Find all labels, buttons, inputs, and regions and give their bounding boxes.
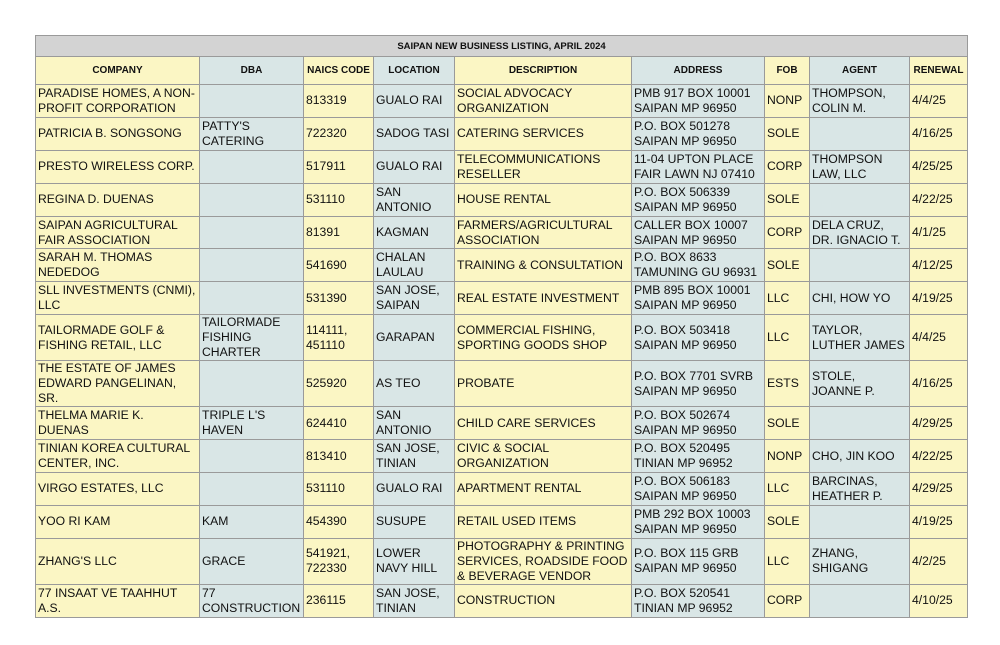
agent-cell	[810, 249, 910, 282]
naics-code-cell: 531110	[304, 183, 374, 216]
renewal-cell: 4/19/25	[910, 505, 968, 538]
title-row	[36, 36, 968, 57]
company-cell: 77 INSAAT VE TAAHHUT A.S.	[36, 584, 200, 617]
location-cell: KAGMAN	[374, 216, 455, 249]
naics-code-cell: 541690	[304, 249, 374, 282]
location-cell: SUSUPE	[374, 505, 455, 538]
naics-code-cell: 114111, 451110	[304, 315, 374, 361]
fob-cell: ESTS	[765, 361, 810, 407]
header-renewal: RENEWAL	[910, 57, 968, 85]
location-cell: GUALO RAI	[374, 473, 455, 506]
description-cell: CHILD CARE SERVICES	[455, 407, 632, 440]
address-cell: P.O. BOX 520495 TINIAN MP 96952	[632, 440, 765, 473]
dba-cell: 77 CONSTRUCTION	[200, 584, 304, 617]
dba-cell	[200, 440, 304, 473]
dba-cell	[200, 183, 304, 216]
location-cell: SAN JOSE, TINIAN	[374, 584, 455, 617]
location-cell: SAN ANTONIO	[374, 407, 455, 440]
business-listing-table	[35, 35, 968, 618]
description-cell: CONSTRUCTION	[455, 584, 632, 617]
naics-code-cell: 525920	[304, 361, 374, 407]
naics-code-cell: 531390	[304, 282, 374, 315]
agent-cell	[810, 584, 910, 617]
dba-cell: PATTY'S CATERING	[200, 117, 304, 150]
fob-cell: CORP	[765, 584, 810, 617]
company-cell: PRESTO WIRELESS CORP.	[36, 150, 200, 183]
fob-cell: CORP	[765, 216, 810, 249]
address-cell: P.O. BOX 503418 SAIPAN MP 96950	[632, 315, 765, 361]
company-cell: TINIAN KOREA CULTURAL CENTER, INC.	[36, 440, 200, 473]
location-cell: CHALAN LAULAU	[374, 249, 455, 282]
fob-cell: LLC	[765, 473, 810, 506]
description-cell: PROBATE	[455, 361, 632, 407]
naics-code-cell: 541921, 722330	[304, 538, 374, 584]
location-cell: AS TEO	[374, 361, 455, 407]
location-cell: LOWER NAVY HILL	[374, 538, 455, 584]
dba-cell	[200, 216, 304, 249]
renewal-cell: 4/29/25	[910, 473, 968, 506]
table-row	[36, 440, 968, 473]
dba-cell: TRIPLE L'S HAVEN	[200, 407, 304, 440]
agent-cell: CHI, HOW YO	[810, 282, 910, 315]
agent-cell: THOMPSON LAW, LLC	[810, 150, 910, 183]
agent-cell	[810, 505, 910, 538]
renewal-cell: 4/12/25	[910, 249, 968, 282]
description-cell: SOCIAL ADVOCACY ORGANIZATION	[455, 85, 632, 118]
naics-code-cell: 531110	[304, 473, 374, 506]
location-cell: SAN JOSE, TINIAN	[374, 440, 455, 473]
company-cell: SARAH M. THOMAS NEDEDOG	[36, 249, 200, 282]
table-row	[36, 249, 968, 282]
agent-cell: THOMPSON, COLIN M.	[810, 85, 910, 118]
dba-cell	[200, 150, 304, 183]
fob-cell: LLC	[765, 315, 810, 361]
address-cell: P.O. BOX 501278 SAIPAN MP 96950	[632, 117, 765, 150]
dba-cell: TAILORMADE FISHING CHARTER	[200, 315, 304, 361]
address-cell: PMB 292 BOX 10003 SAIPAN MP 96950	[632, 505, 765, 538]
table-row	[36, 150, 968, 183]
description-cell: REAL ESTATE INVESTMENT	[455, 282, 632, 315]
company-cell: YOO RI KAM	[36, 505, 200, 538]
address-cell: P.O. BOX 520541 TINIAN MP 96952	[632, 584, 765, 617]
renewal-cell: 4/16/25	[910, 117, 968, 150]
company-cell: THE ESTATE OF JAMES EDWARD PANGELINAN, SR.	[36, 361, 200, 407]
table-row	[36, 584, 968, 617]
agent-cell	[810, 407, 910, 440]
address-cell: P.O. BOX 506183 SAIPAN MP 96950	[632, 473, 765, 506]
table-row	[36, 473, 968, 506]
header-description: DESCRIPTION	[455, 57, 632, 85]
naics-code-cell: 454390	[304, 505, 374, 538]
naics-code-cell: 722320	[304, 117, 374, 150]
table-row	[36, 505, 968, 538]
header-row	[36, 57, 968, 85]
fob-cell: SOLE	[765, 183, 810, 216]
address-cell: P.O. BOX 7701 SVRB SAIPAN MP 96950	[632, 361, 765, 407]
renewal-cell: 4/16/25	[910, 361, 968, 407]
renewal-cell: 4/2/25	[910, 538, 968, 584]
company-cell: ZHANG'S LLC	[36, 538, 200, 584]
agent-cell	[810, 117, 910, 150]
company-cell: TAILORMADE GOLF & FISHING RETAIL, LLC	[36, 315, 200, 361]
table-row	[36, 85, 968, 118]
address-cell: CALLER BOX 10007 SAIPAN MP 96950	[632, 216, 765, 249]
table-row	[36, 216, 968, 249]
naics-code-cell: 624410	[304, 407, 374, 440]
agent-cell: ZHANG, SHIGANG	[810, 538, 910, 584]
renewal-cell: 4/19/25	[910, 282, 968, 315]
company-cell: SLL INVESTMENTS (CNMI), LLC	[36, 282, 200, 315]
naics-code-cell: 517911	[304, 150, 374, 183]
table-row	[36, 282, 968, 315]
renewal-cell: 4/22/25	[910, 440, 968, 473]
fob-cell: SOLE	[765, 117, 810, 150]
naics-code-cell: 813319	[304, 85, 374, 118]
location-cell: SADOG TASI	[374, 117, 455, 150]
address-cell: 11-04 UPTON PLACE FAIR LAWN NJ 07410	[632, 150, 765, 183]
description-cell: PHOTOGRAPHY & PRINTING SERVICES, ROADSIDE FOOD & BEVERAGE VENDOR	[455, 538, 632, 584]
location-cell: GARAPAN	[374, 315, 455, 361]
listing-body	[36, 85, 968, 618]
agent-cell: CHO, JIN KOO	[810, 440, 910, 473]
address-cell: P.O. BOX 8633 TAMUNING GU 96931	[632, 249, 765, 282]
dba-cell	[200, 282, 304, 315]
table-row	[36, 183, 968, 216]
header-company: COMPANY	[36, 57, 200, 85]
header-dba: DBA	[200, 57, 304, 85]
address-cell: PMB 895 BOX 10001 SAIPAN MP 96950	[632, 282, 765, 315]
address-cell: PMB 917 BOX 10001 SAIPAN MP 96950	[632, 85, 765, 118]
header-naics-code: NAICS CODE	[304, 57, 374, 85]
renewal-cell: 4/29/25	[910, 407, 968, 440]
dba-cell: GRACE	[200, 538, 304, 584]
location-cell: GUALO RAI	[374, 85, 455, 118]
naics-code-cell: 813410	[304, 440, 374, 473]
description-cell: TRAINING & CONSULTATION	[455, 249, 632, 282]
table-row	[36, 361, 968, 407]
company-cell: REGINA D. DUENAS	[36, 183, 200, 216]
renewal-cell: 4/10/25	[910, 584, 968, 617]
description-cell: CATERING SERVICES	[455, 117, 632, 150]
fob-cell: NONP	[765, 440, 810, 473]
naics-code-cell: 236115	[304, 584, 374, 617]
agent-cell: STOLE, JOANNE P.	[810, 361, 910, 407]
company-cell: PARADISE HOMES, A NON-PROFIT CORPORATION	[36, 85, 200, 118]
location-cell: SAN JOSE, SAIPAN	[374, 282, 455, 315]
description-cell: CIVIC & SOCIAL ORGANIZATION	[455, 440, 632, 473]
renewal-cell: 4/25/25	[910, 150, 968, 183]
table-row	[36, 407, 968, 440]
company-cell: THELMA MARIE K. DUENAS	[36, 407, 200, 440]
fob-cell: SOLE	[765, 407, 810, 440]
fob-cell: SOLE	[765, 505, 810, 538]
renewal-cell: 4/22/25	[910, 183, 968, 216]
fob-cell: NONP	[765, 85, 810, 118]
renewal-cell: 4/4/25	[910, 315, 968, 361]
location-cell: SAN ANTONIO	[374, 183, 455, 216]
agent-cell: DELA CRUZ, DR. IGNACIO T.	[810, 216, 910, 249]
description-cell: APARTMENT RENTAL	[455, 473, 632, 506]
address-cell: P.O. BOX 115 GRB SAIPAN MP 96950	[632, 538, 765, 584]
header-fob: FOB	[765, 57, 810, 85]
naics-code-cell: 81391	[304, 216, 374, 249]
dba-cell	[200, 249, 304, 282]
address-cell: P.O. BOX 506339 SAIPAN MP 96950	[632, 183, 765, 216]
agent-cell: BARCINAS, HEATHER P.	[810, 473, 910, 506]
renewal-cell: 4/1/25	[910, 216, 968, 249]
fob-cell: LLC	[765, 282, 810, 315]
description-cell: RETAIL USED ITEMS	[455, 505, 632, 538]
fob-cell: LLC	[765, 538, 810, 584]
address-cell: P.O. BOX 502674 SAIPAN MP 96950	[632, 407, 765, 440]
table-row	[36, 315, 968, 361]
location-cell: GUALO RAI	[374, 150, 455, 183]
description-cell: TELECOMMUNICATIONS RESELLER	[455, 150, 632, 183]
description-cell: COMMERCIAL FISHING, SPORTING GOODS SHOP	[455, 315, 632, 361]
description-cell: FARMERS/AGRICULTURAL ASSOCIATION	[455, 216, 632, 249]
header-address: ADDRESS	[632, 57, 765, 85]
table-row	[36, 538, 968, 584]
company-cell: SAIPAN AGRICULTURAL FAIR ASSOCIATION	[36, 216, 200, 249]
company-cell: VIRGO ESTATES, LLC	[36, 473, 200, 506]
dba-cell	[200, 473, 304, 506]
dba-cell: KAM	[200, 505, 304, 538]
header-agent: AGENT	[810, 57, 910, 85]
dba-cell	[200, 85, 304, 118]
agent-cell: TAYLOR, LUTHER JAMES	[810, 315, 910, 361]
company-cell: PATRICIA B. SONGSONG	[36, 117, 200, 150]
fob-cell: CORP	[765, 150, 810, 183]
description-cell: HOUSE RENTAL	[455, 183, 632, 216]
dba-cell	[200, 361, 304, 407]
header-location: LOCATION	[374, 57, 455, 85]
table-row	[36, 117, 968, 150]
renewal-cell: 4/4/25	[910, 85, 968, 118]
fob-cell: SOLE	[765, 249, 810, 282]
listing-title: SAIPAN NEW BUSINESS LISTING, APRIL 2024	[36, 36, 968, 57]
agent-cell	[810, 183, 910, 216]
